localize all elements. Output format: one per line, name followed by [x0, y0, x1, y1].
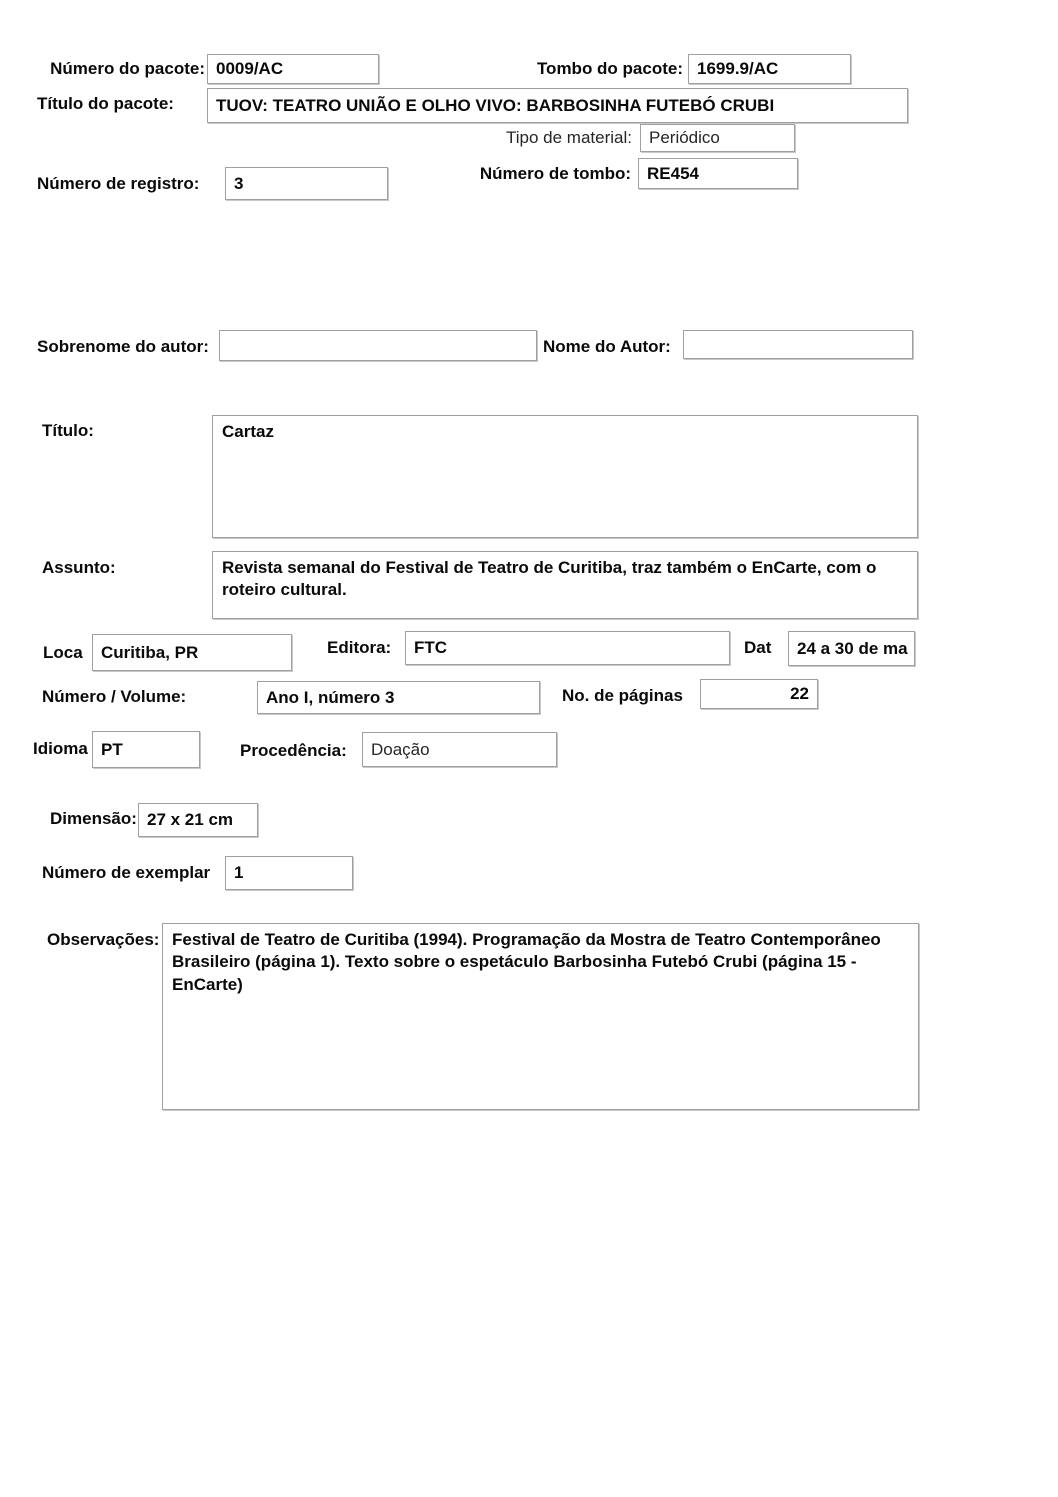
numero-de-paginas-label: No. de páginas [562, 686, 683, 705]
assunto-label: Assunto: [42, 558, 116, 577]
local-field[interactable]: Curitiba, PR [92, 634, 292, 671]
editora-field[interactable]: FTC [405, 631, 730, 665]
data-label: Dat [744, 638, 772, 657]
assunto-field[interactable]: Revista semanal do Festival de Teatro de Curitiba, traz também o EnCarte, com o roteiro cultural. [212, 551, 918, 619]
editora-label: Editora: [327, 638, 392, 657]
numero-de-exemplar-label: Número de exemplar [42, 863, 211, 882]
idioma-label: Idioma [33, 739, 88, 758]
idioma-field[interactable]: PT [92, 731, 200, 768]
sobrenome-do-autor-label: Sobrenome do autor: [37, 337, 209, 356]
dimensao-label: Dimensão: [50, 809, 137, 828]
titulo-do-pacote-label: Título do pacote: [37, 94, 174, 113]
observacoes-field[interactable]: Festival de Teatro de Curitiba (1994). Programação da Mostra de Teatro Contemporâneo Brasileiro (página 1). Texto sobre o espetáculo Barbosinha Futebó Crubi (página 15 - EnCarte) [162, 923, 919, 1110]
numero-volume-label: Número / Volume: [42, 687, 187, 706]
titulo-field[interactable]: Cartaz [212, 415, 918, 538]
tombo-do-pacote-label: Tombo do pacote: [536, 59, 683, 78]
procedencia-label: Procedência: [240, 741, 347, 760]
numero-de-exemplar-field[interactable]: 1 [225, 856, 353, 890]
local-label: Loca [43, 643, 83, 662]
nome-do-autor-label: Nome do Autor: [543, 337, 671, 356]
sobrenome-do-autor-field[interactable] [219, 330, 537, 361]
titulo-do-pacote-field[interactable]: TUOV: TEATRO UNIÃO E OLHO VIVO: BARBOSINHA FUTEBÓ CRUBI [207, 88, 908, 123]
titulo-label: Título: [42, 421, 94, 440]
observacoes-label: Observações: [47, 930, 160, 949]
dimensao-field[interactable]: 27 x 21 cm [138, 803, 258, 837]
tipo-de-material-label: Tipo de material: [506, 128, 632, 147]
numero-de-tombo-field[interactable]: RE454 [638, 158, 798, 189]
numero-de-tombo-label: Número de tombo: [479, 164, 631, 183]
numero-de-registro-field[interactable]: 3 [225, 167, 388, 200]
numero-de-registro-label: Número de registro: [37, 174, 200, 193]
numero-de-paginas-field[interactable]: 22 [700, 679, 818, 709]
tipo-de-material-field[interactable]: Periódico [640, 124, 795, 152]
nome-do-autor-field[interactable] [683, 330, 913, 359]
numero-volume-field[interactable]: Ano I, número 3 [257, 681, 540, 714]
data-field[interactable]: 24 a 30 de ma [788, 631, 915, 666]
numero-do-pacote-field[interactable]: 0009/AC [207, 54, 379, 84]
procedencia-field[interactable]: Doação [362, 732, 557, 767]
tombo-do-pacote-field[interactable]: 1699.9/AC [688, 54, 851, 84]
numero-do-pacote-label: Número do pacote: [50, 59, 205, 78]
